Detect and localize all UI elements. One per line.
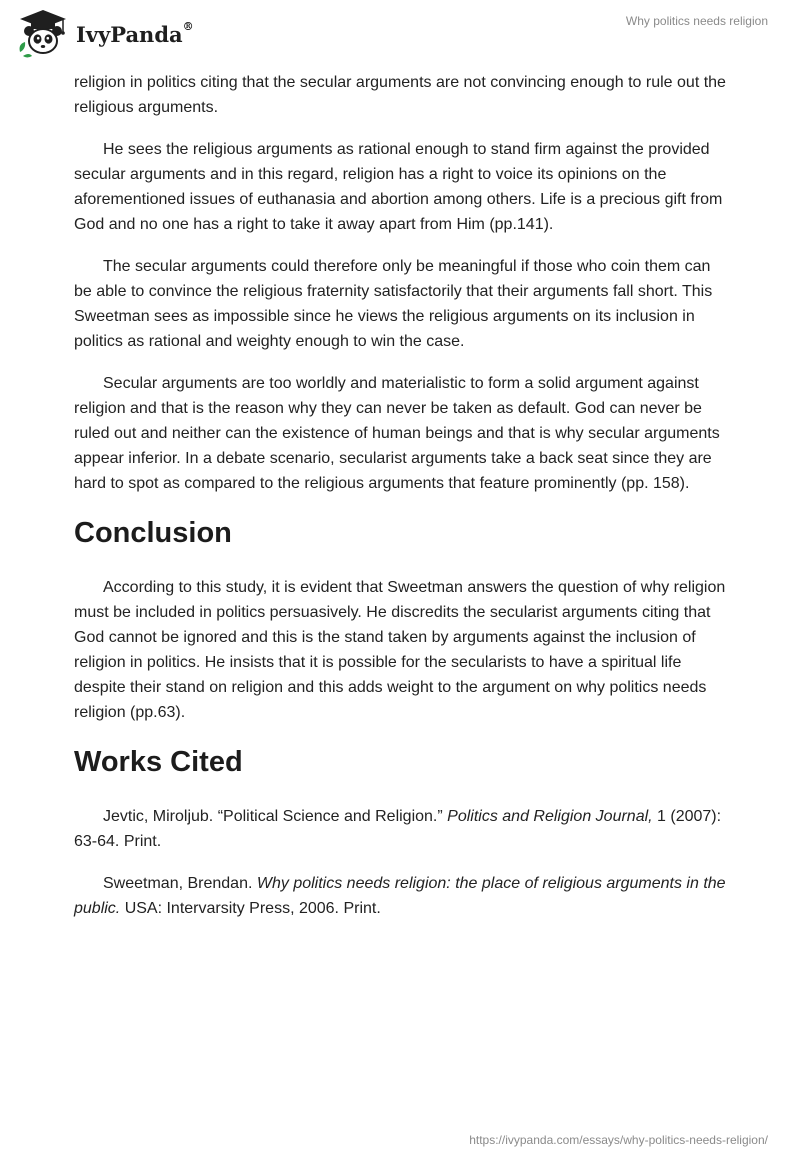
works-cited-heading: Works Cited bbox=[74, 746, 243, 778]
conclusion-heading: Conclusion bbox=[74, 517, 232, 549]
page-header bbox=[0, 0, 800, 64]
ivypanda-logo[interactable] bbox=[14, 8, 194, 58]
citation-text: Jevtic, Miroljub. “Political Science and Religion.” bbox=[103, 808, 448, 825]
paragraph: He sees the religious arguments as rational enough to stand firm against the provided secular arguments and in this regard, religion has a right to voice its opinions on the aforementioned issues of euthanasia and abortion among others. Life is a precious gift from God and no one has a right to take it away apart from Him (pp.141). bbox=[74, 141, 723, 233]
citation-title: Why politics needs religion: the place of religious arguments in the public. bbox=[74, 875, 726, 917]
conclusion-paragraph: According to this study, it is evident that Sweetman answers the question of why religion must be included in politics persuasively. He discredits the secularist arguments citing that God cannot be ignored and this is the stand taken by arguments against the inclusion of religion in politics. He insists that it is possible for the secularists to have a spiritual life despite their stand on religion and this adds weight to the argument on why politics needs religion (pp.63). bbox=[74, 579, 726, 721]
running-title: Why politics needs religion bbox=[625, 14, 768, 28]
essay-content bbox=[74, 70, 726, 938]
panda-graduate-icon bbox=[14, 8, 72, 58]
registered-mark: ® bbox=[182, 19, 194, 33]
citation-text: 1 (2007): 63-64. Print. bbox=[74, 808, 722, 850]
citation-text: Sweetman, Brendan. bbox=[103, 875, 257, 892]
paragraph: The secular arguments could therefore only be meaningful if those who coin them can be able to convince the religious fraternity satisfactorily that their arguments fall short. This Sweetman sees as impossible since he views the religious arguments on its inclusion in politics as rational and weighty enough to win the case. bbox=[74, 258, 713, 350]
citation-title: Politics and Religion Journal, bbox=[447, 808, 653, 825]
brand-text: IvyPanda bbox=[76, 21, 183, 47]
citation bbox=[74, 871, 726, 921]
footer-url[interactable]: https://ivypanda.com/essays/why-politics-needs-religion/ bbox=[469, 1133, 768, 1147]
paragraph: Secular arguments are too worldly and materialistic to form a solid argument against religion and that is the reason why they can never be taken as default. God can never be ruled out and neither can the existence of human beings and that is why secular arguments appear inferior. In a debate scenario, secularist arguments take a back seat since they are hard to spot as compared to the religious arguments that feature prominently (pp. 158). bbox=[74, 375, 720, 492]
citation bbox=[74, 804, 726, 854]
citation-text: USA: Intervarsity Press, 2006. Print. bbox=[120, 900, 381, 917]
brand-name bbox=[76, 19, 194, 47]
paragraph-continued: religion in politics citing that the secular arguments are not convincing enough to rule out the religious arguments. bbox=[74, 74, 726, 116]
